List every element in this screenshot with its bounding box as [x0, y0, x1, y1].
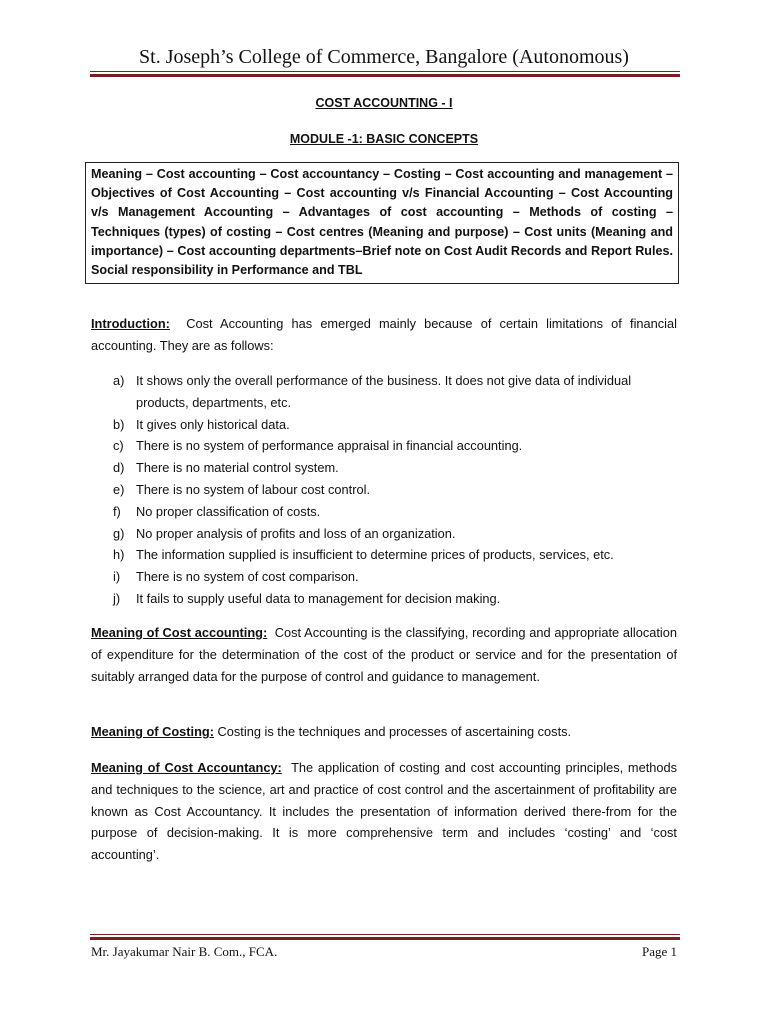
- footer-page-number: Page 1: [641, 944, 677, 959]
- costing-meaning-paragraph: [91, 721, 677, 743]
- list-item: [91, 566, 677, 588]
- list-item: [91, 523, 677, 545]
- list-item: [91, 544, 677, 566]
- list-marker: d): [113, 460, 125, 476]
- introduction-text: Cost Accounting has emerged mainly because of certain limitations of financial accounting. They are as follows:: [91, 316, 677, 353]
- list-marker: i): [113, 569, 121, 585]
- cost-accountancy-meaning-label: Meaning of Cost Accountancy:: [91, 760, 282, 775]
- cost-accountancy-meaning-text: The application of costing and cost accounting principles, methods and techniques to the science, art and practice of cost control and the ascertainment of profitability are known as Cost Accountancy. It includes the presentation of information derived there-from for the purpose of decision-making. It is more comprehensive term and includes ‘costing’ and ‘cost accounting’.: [91, 760, 677, 863]
- list-marker: h): [113, 547, 125, 563]
- list-item-text: No proper classification of costs.: [136, 503, 321, 519]
- list-item-text: No proper analysis of profits and loss of an organization.: [136, 525, 456, 541]
- footer-author: Mr. Jayakumar Nair B. Com., FCA.: [91, 944, 278, 959]
- limitations-list: [91, 370, 677, 610]
- module-topics-box: Meaning – Cost accounting – Cost accountancy – Costing – Cost accounting and management – Objectives of Cost Accounting – Cost accounting v/s Financial Accounting – Cost Accounting v/s Management Accounting – Advantages of cost accounting – Methods of costing – Techniques (types) of costing – Cost centres (Meaning and purpose) – Cost units (Meaning and importance) – Cost accounting departments–Brief note on Cost Audit Records and Report Rules. Social responsibility in Performance and TBL: [85, 162, 679, 284]
- list-item-text: The information supplied is insufficient to determine prices of products, services, etc.: [136, 547, 614, 563]
- list-marker: a): [113, 373, 125, 388]
- list-item-text: There is no material control system.: [136, 460, 339, 476]
- header-rule-thin: [90, 71, 680, 72]
- cost-accounting-meaning-label: Meaning of Cost accounting:: [91, 625, 268, 640]
- list-item: [91, 370, 677, 414]
- list-item-text: It fails to supply useful data to management for decision making.: [136, 590, 501, 606]
- introduction-label: Introduction:: [91, 316, 170, 331]
- cost-accounting-meaning-paragraph: [91, 622, 677, 687]
- cost-accounting-meaning-text: Cost Accounting is the classifying, recording and appropriate allocation of expenditure for the determination of the cost of the product or service and for the presentation of suitably arranged data for the purpose of control and guidance to management.: [91, 625, 677, 684]
- list-item-text: There is no system of cost comparison.: [136, 569, 359, 585]
- costing-meaning-label: Meaning of Costing:: [91, 724, 214, 739]
- footer-rule-thin: [90, 934, 680, 935]
- list-item: [91, 588, 677, 610]
- introduction-paragraph: [91, 313, 677, 357]
- list-marker: g): [113, 525, 125, 541]
- module-heading: MODULE -1: BASIC CONCEPTS: [289, 132, 479, 146]
- list-item: [91, 414, 677, 436]
- list-marker: b): [113, 416, 125, 432]
- footer-rule-thick: [90, 937, 680, 940]
- course-heading: COST ACCOUNTING - I: [315, 96, 453, 110]
- list-item-text: There is no system of labour cost control.: [136, 481, 370, 497]
- list-item-text: It gives only historical data.: [136, 416, 290, 432]
- list-item: [91, 457, 677, 479]
- list-item-text: It shows only the overall performance of the business. It does not give data of individual products, departments, etc.: [136, 373, 632, 410]
- costing-meaning-text: Costing is the techniques and processes of ascertaining costs.: [217, 724, 572, 739]
- page-header-title: St. Joseph’s College of Commerce, Bangalore (Autonomous): [139, 46, 629, 68]
- header-rule-thick: [90, 74, 680, 77]
- list-marker: e): [113, 481, 125, 497]
- list-marker: f): [113, 503, 121, 519]
- list-item-text: There is no system of performance appraisal in financial accounting.: [136, 438, 523, 454]
- cost-accountancy-meaning-paragraph: [91, 757, 677, 866]
- list-item: [91, 501, 677, 523]
- list-item: [91, 435, 677, 457]
- list-item: [91, 479, 677, 501]
- list-marker: j): [113, 590, 121, 606]
- list-marker: c): [113, 438, 124, 454]
